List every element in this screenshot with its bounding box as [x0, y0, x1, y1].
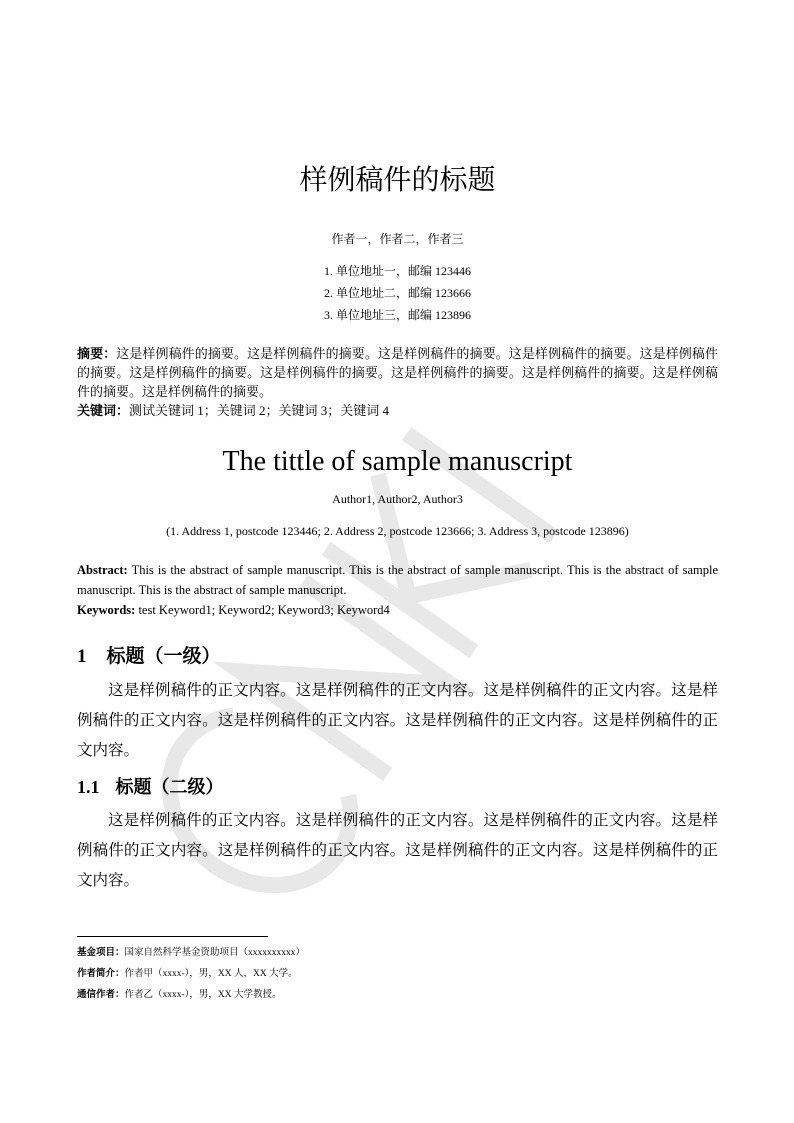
abstract-en [77, 560, 718, 620]
footnote-divider [77, 936, 268, 937]
footnote-funding [77, 943, 718, 964]
abstract-en-text: This is the abstract of sample manuscript. This is the abstract of sample manuscript. This is the abstract of sample manuscript. This is the abstract of sample manuscript. [77, 563, 718, 597]
abstract-cn [77, 344, 718, 420]
keywords-en-text: test Keyword1; Keyword2; Keyword3; Keyword4 [135, 603, 390, 617]
keywords-cn-label: 关键词： [77, 403, 130, 418]
footnote-author-bio [77, 964, 718, 985]
abstract-en-label: Abstract: [77, 563, 128, 577]
heading-1-title: 标题（一级） [106, 646, 221, 667]
heading-level-2 [77, 774, 718, 800]
affiliation-3: 3. 单位地址三，邮编 123896 [323, 308, 471, 322]
heading-level-1 [77, 644, 718, 670]
keywords-cn-text: 测试关键词 1；关键词 2；关键词 3；关键词 4 [129, 403, 390, 418]
footnote-label: 通信作者： [77, 990, 125, 1000]
footnote-corresponding [77, 985, 718, 1006]
keywords-en-label: Keywords: [77, 603, 136, 617]
address-en: (1. Address 1, postcode 123446; 2. Address 2, postcode 123666; 3. Address 3, postcode 123896) [166, 524, 629, 538]
footnote-text: 作者甲（xxxx-），男，XX 人，XX 大学。 [124, 969, 298, 979]
section-1-1-body: 这是样例稿件的正文内容。这是样例稿件的正文内容。这是样例稿件的正文内容。这是样例稿件的正文内容。这是样例稿件的正文内容。这是样例稿件的正文内容。这是样例稿件的正文内容。 [77, 812, 718, 889]
section-1-body: 这是样例稿件的正文内容。这是样例稿件的正文内容。这是样例稿件的正文内容。这是样例稿件的正文内容。这是样例稿件的正文内容。这是样例稿件的正文内容。这是样例稿件的正文内容。 [77, 682, 718, 759]
affiliation-list [77, 260, 718, 326]
abstract-cn-label: 摘要： [77, 346, 117, 361]
title-cn: 样例稿件的标题 [299, 163, 496, 196]
footnote-label: 作者简介： [77, 969, 125, 979]
heading-1-number: 1 [77, 646, 87, 667]
title-en: The tittle of sample manuscript [222, 446, 573, 477]
affiliation-2: 2. 单位地址二，邮编 123666 [323, 286, 471, 300]
authors-en: Author1, Author2, Author3 [332, 492, 463, 506]
footnotes [77, 943, 718, 1006]
heading-2-number: 1.1 [77, 777, 100, 797]
heading-2-title: 标题（二级） [115, 777, 224, 797]
footnote-text: 国家自然科学基金资助项目（xxxxxxxxxx） [124, 948, 306, 958]
authors-cn: 作者一，作者二，作者三 [331, 232, 464, 246]
affiliation-1: 1. 单位地址一，邮编 123446 [323, 264, 471, 278]
abstract-cn-text: 这是样例稿件的摘要。这是样例稿件的摘要。这是样例稿件的摘要。这是样例稿件的摘要。这是样例稿件的摘要。这是样例稿件的摘要。这是样例稿件的摘要。这是样例稿件的摘要。这是样例稿件的摘要。这是样例稿件的摘要。这是样例稿件的摘要。 [77, 346, 718, 399]
footnote-label: 基金项目： [77, 948, 125, 958]
footnote-text: 作者乙（xxxx-），男，XX 大学教授。 [124, 990, 282, 1000]
